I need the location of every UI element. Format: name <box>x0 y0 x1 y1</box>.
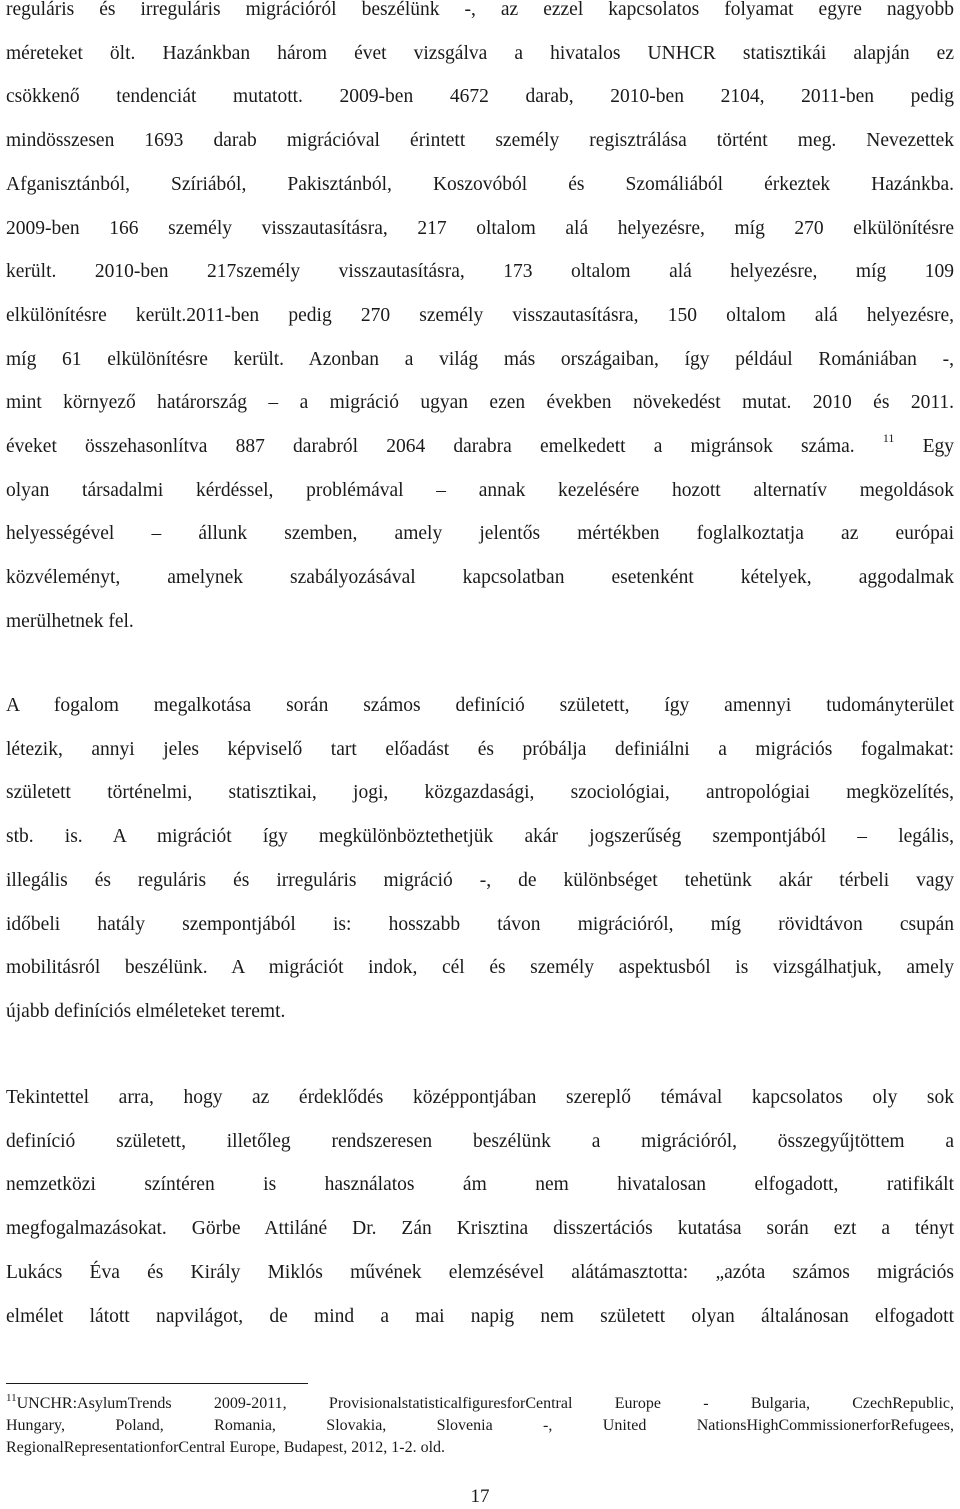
text-line: újabb definíciós elméleteket teremt. <box>6 1000 286 1022</box>
text-line: illegális és reguláris és irreguláris migráció -, de különbséget tehetünk akár térbeli vagy <box>6 869 954 891</box>
text-segment: Egy <box>922 436 954 458</box>
paragraph-international-definitions <box>6 1076 954 1338</box>
footnote-line: RegionalRepresentationforCentral Europe, Budapest, 2012, 1-2. old. <box>6 1439 446 1456</box>
text-line: reguláris és irreguláris migrációról beszélünk -, az ezzel kapcsolatos folyamat egyre nagyobb <box>6 0 954 20</box>
text-segment: UNCHR:AsylumTrends 2009-2011, ProvisionalstatisticalfiguresforCentral Europe - Bulgaria, CzechRepublic, <box>16 1395 954 1412</box>
footnote <box>6 1393 954 1459</box>
text-line: Tekintettel arra, hogy az érdeklődés középpontjában szereplő témával kapcsolatos oly sok <box>6 1087 954 1108</box>
paragraph-migration-definitions <box>6 684 954 1034</box>
footnote-line <box>6 1393 954 1415</box>
text-line: Afganisztánból, Szíriából, Pakisztánból, Koszovóból és Szomáliából érkeztek Hazánkba. <box>6 173 954 195</box>
text-line: mindösszesen 1693 darab migrációval érintett személy regisztrálása történt meg. Nevezettek <box>6 130 954 152</box>
text-line: időbeli hatály szempontjából is: hosszabb távon migrációról, míg rövidtávon csupán <box>6 913 954 935</box>
text-line: megfogalmazásokat. Görbe Attiláné Dr. Zán Krisztina disszertációs kutatása során ezt a tényt <box>6 1218 954 1240</box>
text-line: A fogalom megalkotása során számos definíció született, így amennyi tudományterület <box>6 695 954 716</box>
text-line: került. 2010-ben 217személy visszautasításra, 173 oltalom alá helyezésre, míg 109 <box>6 261 954 283</box>
text-line: 2009-ben 166 személy visszautasításra, 217 oltalom alá helyezésre, míg 270 elkülönítésre <box>6 217 954 239</box>
text-line: stb. is. A migrációt így megkülönböztethetjük akár jogszerűség szempontjából – legális, <box>6 826 954 848</box>
text-line: létezik, annyi jeles képviselő tart előadást és próbálja definiálni a migrációs fogalmakat: <box>6 738 954 760</box>
page-number: 17 <box>470 1486 490 1507</box>
footnote-separator <box>6 1383 308 1384</box>
text-line: helyességével – állunk szemben, amely jelentős mértékben foglalkoztatja az európai <box>6 523 954 545</box>
text-line: csökkenő tendenciát mutatott. 2009-ben 4672 darab, 2010-ben 2104, 2011-ben pedig <box>6 86 954 108</box>
text-line: született történelmi, statisztikai, jogi, közgazdasági, szociológiai, antropológiai megközelítés, <box>6 782 954 804</box>
footnote-reference: 11 <box>882 431 895 446</box>
footnote-number: 11 <box>6 1392 17 1404</box>
text-line: elmélet látott napvilágot, de mind a mai napig nem született olyan általánosan elfogadott <box>6 1305 954 1327</box>
text-line: mobilitásról beszélünk. A migrációt indok, cél és személy aspektusból is vizsgálhatjuk, amely <box>6 957 954 979</box>
text-line: nemzetközi színtéren is használatos ám nem hivatalosan elfogadott, ratifikált <box>6 1174 954 1196</box>
text-line: méreteket ölt. Hazánkban három évet vizsgálva a hivatalos UNHCR statisztikái alapján ez <box>6 42 954 64</box>
text-line: Lukács Éva és Király Miklós művének elemzésével alátámasztotta: „azóta számos migrációs <box>6 1261 954 1283</box>
text-line: mint környező határország – a migráció ugyan ezen években növekedést mutat. 2010 és 2011. <box>6 392 954 414</box>
text-line: míg 61 elkülönítésre került. Azonban a világ más országaiban, így például Romániában -, <box>6 348 954 370</box>
text-line: közvéleményt, amelynek szabályozásával kapcsolatban esetenként kételyek, aggodalmak <box>6 567 954 589</box>
text-line: merülhetnek fel. <box>6 610 134 632</box>
text-line: olyan társadalmi kérdéssel, problémával – annak kezelésére hozott alternatív megoldások <box>6 479 954 501</box>
text-segment: éveket összehasonlítva 887 darabról 2064 darabra emelkedett a migránsok száma. <box>6 436 855 458</box>
text-line-with-footnote <box>6 425 954 469</box>
paragraph-migration-statistics <box>6 0 954 644</box>
text-line: definíció született, illetőleg rendszeresen beszélünk a migrációról, összegyűjtöttem a <box>6 1130 954 1152</box>
text-line: elkülönítésre került.2011-ben pedig 270 személy visszautasításra, 150 oltalom alá helyezésre, <box>6 304 954 326</box>
footnote-line: Hungary, Poland, Romania, Slovakia, Slovenia -, United NationsHighCommissionerforRefugees, <box>6 1417 954 1434</box>
